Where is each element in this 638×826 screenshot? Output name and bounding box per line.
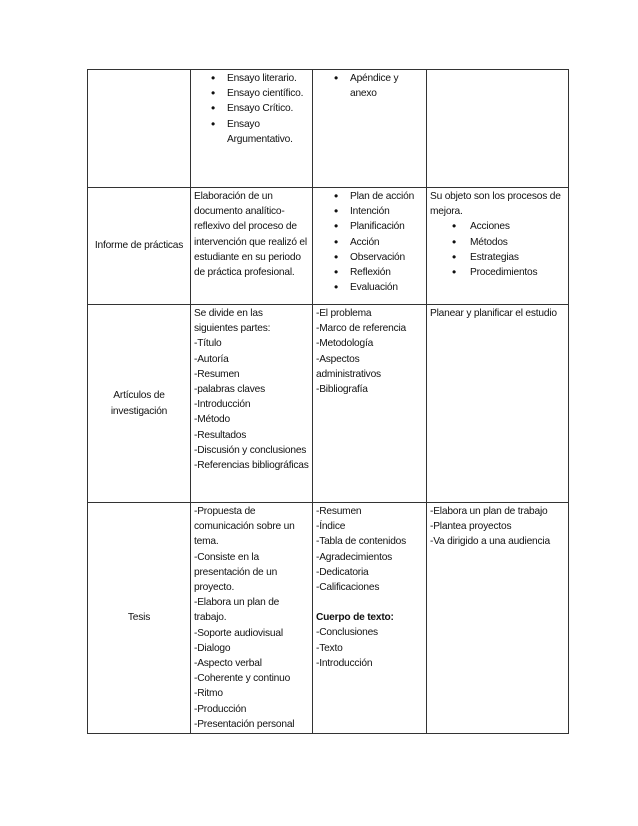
informe-purpose-text: Su objeto son los procesos de mejora. [430,191,561,218]
text-line: -Discusión y conclusiones [194,444,307,456]
text-line: -Resultados [194,429,247,441]
text-line: -Calificaciones [316,582,380,594]
text-line: -Producción [194,703,247,715]
list-item: • Ensayo científico. [194,86,309,101]
text-line: -Agradecimientos [316,551,393,563]
text-line: -Resumen [316,506,362,517]
text-line: -Dedicatoria [316,566,369,578]
text-line: -Introducción [194,399,251,411]
text-line: -Coherente y continuo [194,673,291,685]
list-item: • Evaluación [316,280,423,295]
row-label-informe: Informe de prácticas [88,188,191,305]
tesis-purpose-cell [427,503,569,734]
list-item: • Reflexión [316,265,423,280]
list-item: • Procedimientos [430,265,565,280]
text-line: -Presentación personal [194,718,295,730]
list-item: • Acciones [430,219,565,234]
text-line: -Bibliografía [316,384,368,396]
text-line: -Resumen [194,368,240,380]
table-row-tesis [88,503,569,734]
list-item: • Plan de acción [316,189,423,204]
articulos-description-cell [191,305,313,503]
ensayo-types-list [194,71,309,147]
table-row-informe [88,188,569,305]
text-line: -Introducción [316,657,373,669]
text-line: -Marco de referencia [316,323,406,335]
text-line: -Propuesta de comunicación sobre un tema. [194,506,295,548]
tesis-description-cell [191,503,313,734]
section-heading: Cuerpo de texto: [316,612,394,624]
informe-structure-list [316,189,423,295]
list-item: • Observación [316,250,423,265]
text-line: -Conclusiones [316,627,378,639]
informe-structure-cell [313,188,427,305]
text-line: -Soporte audiovisual [194,627,283,639]
text-line: -Consiste en la presentación de un proyecto. [194,551,278,594]
text-line: Se divide en las siguientes partes: [194,308,271,335]
ensayo-types-cell [191,70,313,188]
text-line: -Aspecto verbal [194,658,262,670]
informe-description-cell: Elaboración de un documento analítico-reflexivo del proceso de intervención que realizó el estudiante en su periodo de práctica profesional. [191,188,313,305]
text-line: -Método [194,414,230,426]
text-line: -Texto [316,642,343,654]
text-line: -Referencias bibliográficas [194,460,309,472]
text-line: -Aspectos administrativos [316,353,381,380]
list-item: • Intención [316,204,423,219]
list-item: • Métodos [430,235,565,250]
row-label-articulos: Artículos de investigación [88,305,191,503]
text-line: -Índice [316,521,346,533]
text-line: -Ritmo [194,688,223,700]
row-label-ensayo [88,70,191,188]
text-line: -Elabora un plan de trabajo. [194,597,280,624]
document-table [87,69,569,734]
list-item: • Ensayo Crítico. [194,101,309,116]
text-line: -Autoría [194,353,229,365]
text-line: -Metodología [316,338,374,350]
ensayo-structure-list [316,71,423,101]
text-line: -Tabla de contenidos [316,536,407,548]
text-line: -palabras claves [194,384,265,396]
list-item: • Estrategias [430,250,565,265]
row-label-tesis: Tesis [88,503,191,734]
ensayo-structure-cell [313,70,427,188]
tesis-structure-cell [313,503,427,734]
text-line: -Plantea proyectos [430,521,512,533]
list-item: • Acción [316,235,423,250]
table-row-articulos [88,305,569,503]
text-line: -Dialogo [194,642,231,654]
list-item: • Ensayo literario. [194,71,309,86]
list-item: • Ensayo Argumentativo. [194,117,309,147]
list-item: • Apéndice y anexo [316,71,423,101]
table-row-ensayo [88,70,569,188]
spacer [316,595,423,610]
text-line: -Elabora un plan de trabajo [430,506,548,517]
list-item: • Planificación [316,219,423,234]
text-line: -Título [194,338,222,350]
informe-purpose-list [430,219,565,280]
text-line: -El problema [316,308,372,319]
text-line: -Va dirigido a una audiencia [430,536,550,548]
informe-purpose-cell [427,188,569,305]
articulos-structure-cell [313,305,427,503]
articulos-purpose-cell: Planear y planificar el estudio [427,305,569,503]
ensayo-purpose-cell [427,70,569,188]
